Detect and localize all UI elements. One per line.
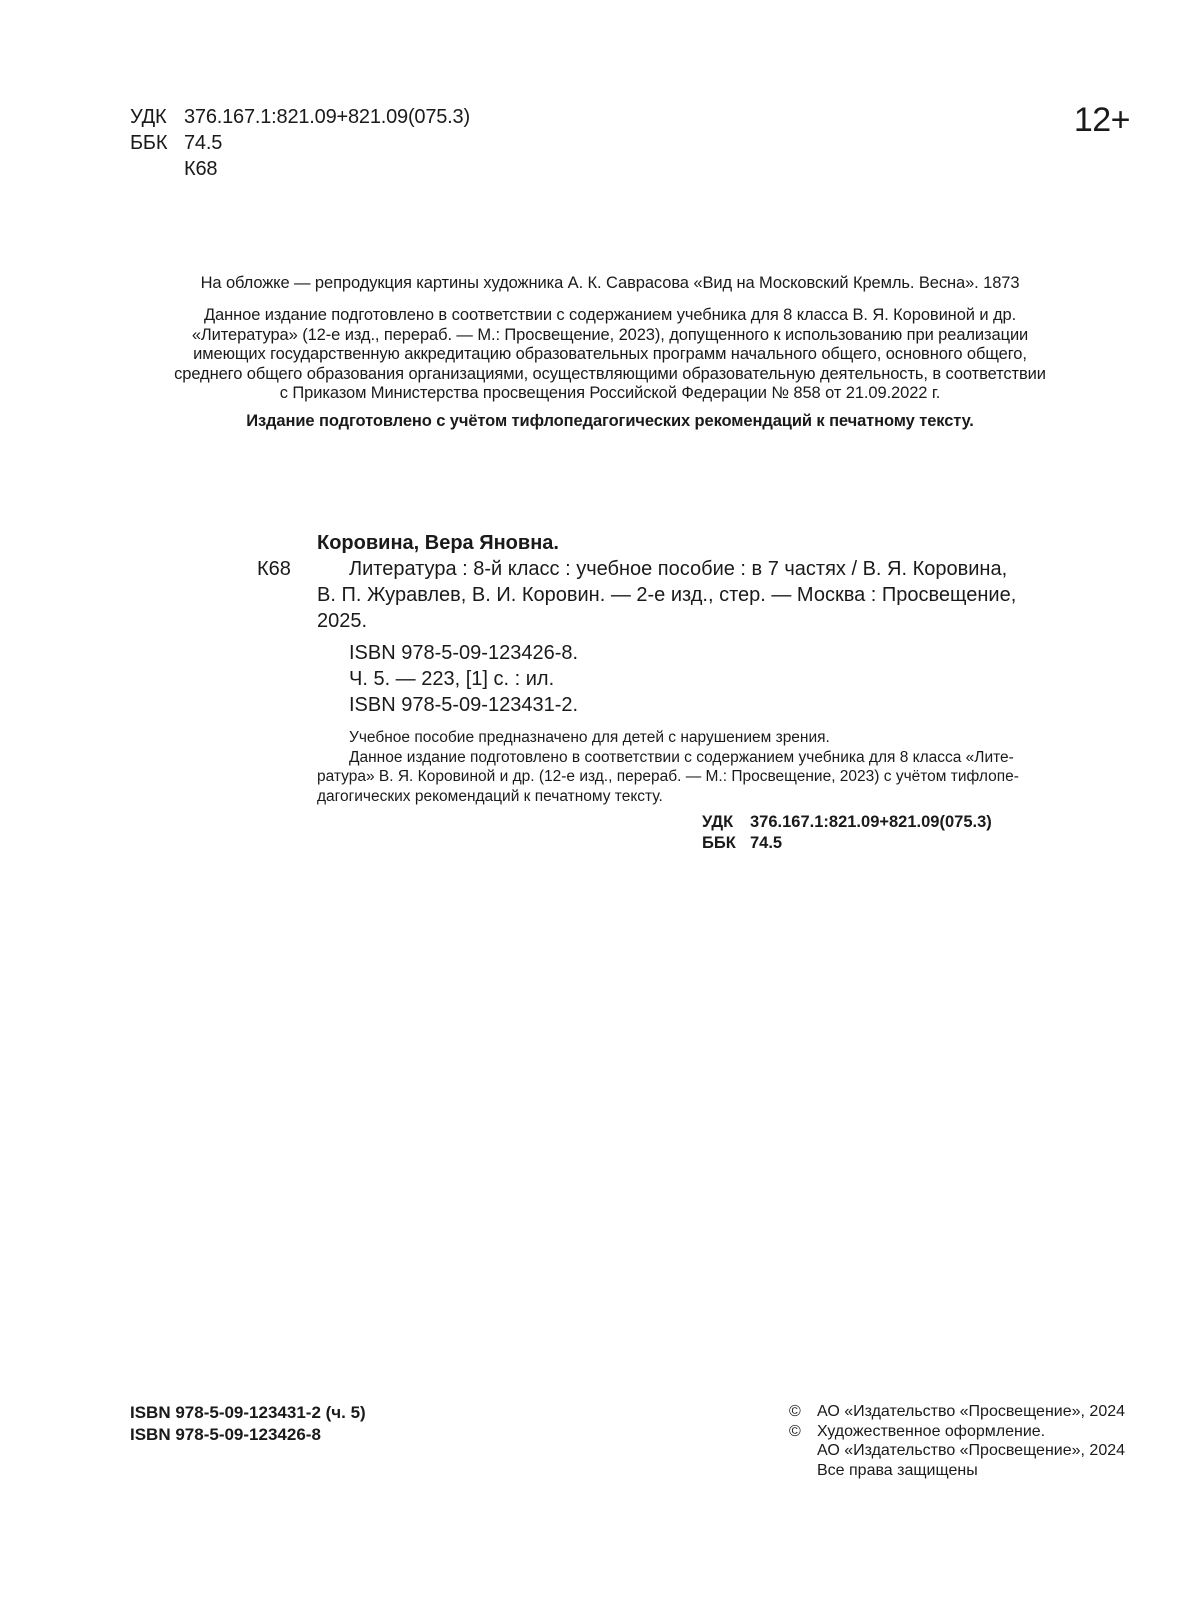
card-bbk-label: ББК xyxy=(702,834,736,852)
edition-note-line: среднего общего образования организациями, осуществляющими образовательную деятельность, в соответствии xyxy=(174,364,1046,383)
bottom-isbn-block xyxy=(130,1402,366,1446)
bottom-isbn-line: ISBN 978-5-09-123431-2 (ч. 5) xyxy=(130,1403,366,1422)
age-rating: 12+ xyxy=(1073,101,1130,139)
copyright-icon: © xyxy=(789,1422,801,1440)
card-isbn-block xyxy=(317,640,1052,718)
bbk-label: ББК xyxy=(130,132,168,154)
card-isbn-part: ISBN 978-5-09-123431-2. xyxy=(349,694,579,716)
tiflo-note: Издание подготовлено с учётом тифлопедагогических рекомендаций к печатному тексту. xyxy=(246,412,974,430)
udk-row xyxy=(130,104,470,130)
edition-note-line: «Литература» (12-е изд., перераб. — М.: Просвещение, 2023), допущенного к использованию при реализации xyxy=(191,325,1029,344)
card-isbn-general: ISBN 978-5-09-123426-8. xyxy=(349,642,579,664)
card-description-line: В. П. Журавлев, В. И. Коровин. — 2-е изд., стер. — Москва : Просвещение, xyxy=(317,584,1017,606)
card-bbk-value: 74.5 xyxy=(750,834,783,852)
udk-value: 376.167.1:821.09+821.09(075.3) xyxy=(184,106,470,128)
catalog-card xyxy=(317,530,1052,854)
edition-note xyxy=(130,306,1090,404)
card-udk-row xyxy=(702,812,1052,833)
edition-note-line: имеющих государственную аккредитацию образовательных программ начального общего, основного общего, xyxy=(193,345,1027,363)
card-annotation-line: дагогических рекомендаций к печатному тексту. xyxy=(317,787,663,805)
author-mark: К68 xyxy=(184,158,218,180)
card-annotation xyxy=(317,728,1052,806)
copyright-line: Все права защищены xyxy=(817,1461,978,1479)
card-bbk-row xyxy=(702,833,1052,854)
edition-note-line: Данное издание подготовлено в соответствии с содержанием учебника для 8 класса В. Я. Коровиной и др. xyxy=(203,306,1017,324)
card-udk-label: УДК xyxy=(702,813,734,831)
card-annotation-line: Данное издание подготовлено в соответствии с содержанием учебника для 8 класса «Лите- xyxy=(349,748,1014,766)
copyright-row xyxy=(789,1402,1125,1422)
card-annotation-line: Учебное пособие предназначено для детей с нарушением зрения. xyxy=(349,729,830,746)
udk-label: УДК xyxy=(130,106,167,128)
copyright-row xyxy=(789,1441,1125,1461)
copyright-line: Художественное оформление. xyxy=(817,1422,1046,1440)
bbk-value: 74.5 xyxy=(184,132,223,154)
card-code: К68 xyxy=(257,558,291,580)
bbk-row xyxy=(130,130,470,156)
edition-note-line: с Приказом Министерства просвещения Российской Федерации № 858 от 21.09.2022 г. xyxy=(279,384,941,402)
card-author: Коровина, Вера Яновна. xyxy=(317,532,559,554)
copyright-icon: © xyxy=(789,1403,801,1420)
card-classification xyxy=(702,812,1052,854)
card-part-info: Ч. 5. — 223, [1] с. : ил. xyxy=(349,668,555,690)
cover-note: На обложке — репродукция картины художника А. К. Саврасова «Вид на Московский Кремль. Весна». 1873 xyxy=(200,274,1020,292)
card-annotation-line: ратура» В. Я. Коровиной и др. (12-е изд., перераб. — М.: Просвещение, 2023) с учётом тифлопе- xyxy=(317,768,1019,785)
copyright-row xyxy=(789,1422,1125,1442)
author-mark-row xyxy=(130,156,470,182)
copyright-block xyxy=(789,1402,1125,1480)
copyright-row xyxy=(789,1461,1125,1481)
bottom-isbn-line: ISBN 978-5-09-123426-8 xyxy=(130,1425,321,1444)
card-udk-value: 376.167.1:821.09+821.09(075.3) xyxy=(750,813,992,831)
copyright-line: АО «Издательство «Просвещение», 2024 xyxy=(817,1403,1126,1420)
copyright-line: АО «Издательство «Просвещение», 2024 xyxy=(817,1442,1126,1459)
card-description-line: 2025. xyxy=(317,610,368,632)
classification-block xyxy=(130,104,470,182)
card-description-line: Литература : 8-й класс : учебное пособие : в 7 частях / В. Я. Коровина, xyxy=(349,558,1008,580)
